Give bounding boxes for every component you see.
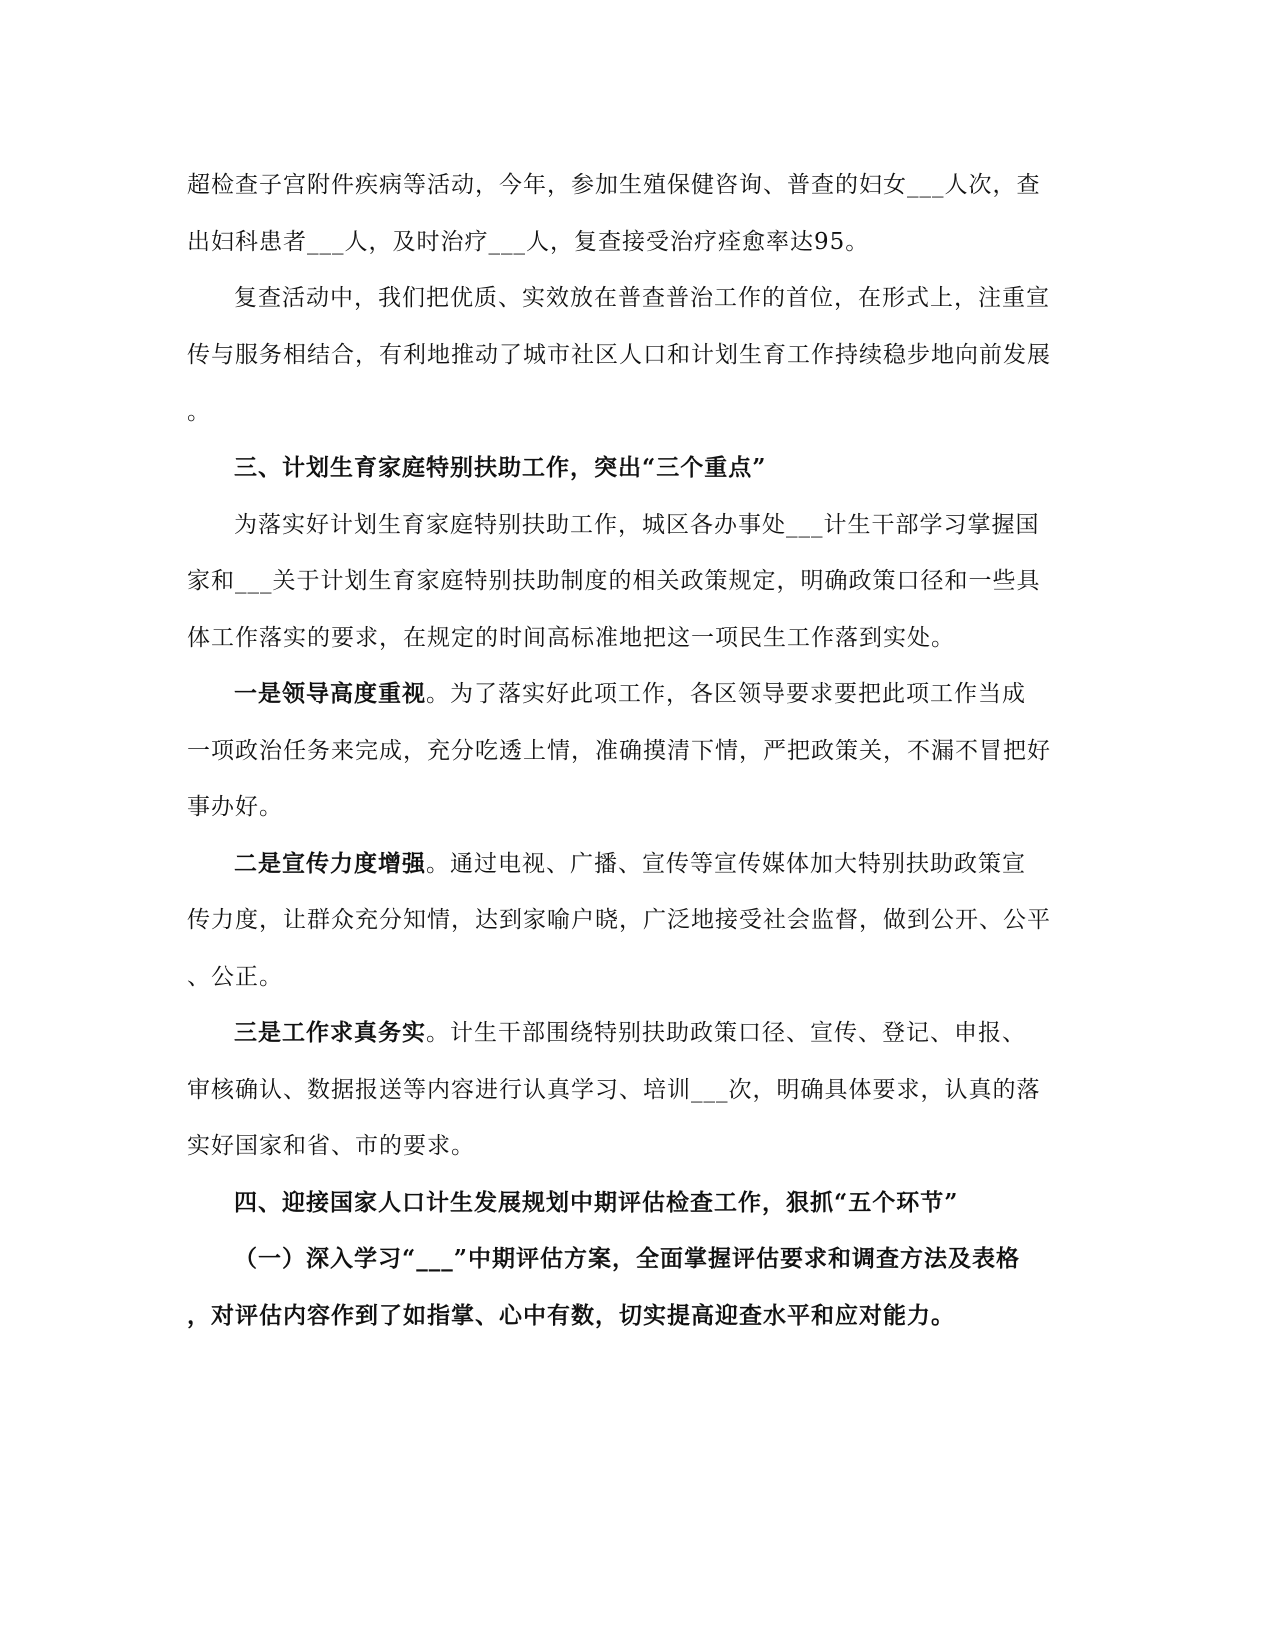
text-line: 传力度，让群众充分知情，达到家喻户晓，广泛地接受社会监督，做到公开、公平: [187, 907, 1051, 933]
text-span: 。通过电视、广播、宣传等宣传媒体加大特别扶助政策宣: [426, 851, 1026, 877]
text-line: 审核确认、数据报送等内容进行认真学习、培训___次，明确具体要求，认真的落: [187, 1077, 1041, 1103]
text-line: 为落实好计划生育家庭特别扶助工作，城区各办事处___计生干部学习掌握国: [234, 512, 1040, 538]
text-line: 、公正。: [187, 964, 283, 990]
text-line: [234, 679, 1026, 709]
text-line: 复查活动中，我们把优质、实效放在普查普治工作的首位，在形式上，注重宣: [234, 285, 1050, 311]
text-line: 一项政治任务来完成，充分吃透上情，准确摸清下情，严把政策关，不漏不冒把好: [187, 738, 1051, 764]
text-line: 实好国家和省、市的要求。: [187, 1133, 475, 1159]
section-heading: 三、计划生育家庭特别扶助工作，突出“三个重点”: [234, 454, 767, 481]
lead-phrase: 三是工作求真务实: [234, 1019, 426, 1046]
text-line: 传与服务相结合，有利地推动了城市社区人口和计划生育工作持续稳步地向前发展: [187, 342, 1051, 368]
text-line: [234, 1018, 1026, 1048]
text-line: 事办好。: [187, 794, 283, 820]
section-heading: 四、迎接国家人口计生发展规划中期评估检查工作，狠抓“五个环节”: [234, 1189, 959, 1216]
text-line: [234, 849, 1026, 879]
lead-phrase: 一是领导高度重视: [234, 680, 426, 707]
text-line: 家和___关于计划生育家庭特别扶助制度的相关政策规定，明确政策口径和一些具: [187, 568, 1041, 594]
text-line: 超检查子宫附件疾病等活动，今年，参加生殖保健咨询、普查的妇女___人次，查: [187, 172, 1041, 198]
lead-phrase: 二是宣传力度增强: [234, 850, 426, 877]
text-line: 出妇科患者___人，及时治疗___人，复查接受治疗痊愈率达95。: [187, 229, 870, 255]
subsection-heading: ，对评估内容作到了如指掌、心中有数，切实提高迎查水平和应对能力。: [187, 1302, 955, 1329]
subsection-heading: （一）深入学习“___”中期评估方案，全面掌握评估要求和调查方法及表格: [234, 1245, 1020, 1272]
text-line: 体工作落实的要求，在规定的时间高标准地把这一项民生工作落到实处。: [187, 625, 955, 651]
text-line: 。: [187, 399, 211, 425]
text-span: 。计生干部围绕特别扶助政策口径、宣传、登记、申报、: [426, 1020, 1026, 1046]
text-span: 。为了落实好此项工作，各区领导要求要把此项工作当成: [426, 681, 1026, 707]
